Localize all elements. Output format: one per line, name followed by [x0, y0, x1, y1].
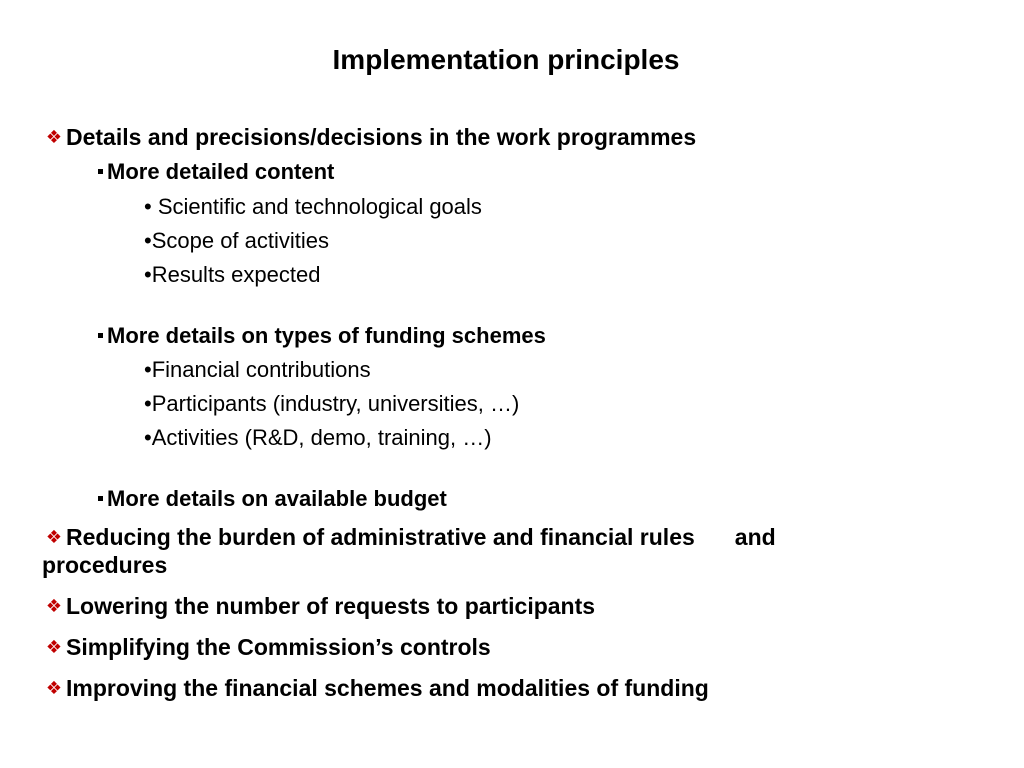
bullet-text: More details on types of funding schemes — [107, 323, 546, 348]
bullet-level3 — [144, 261, 320, 289]
bullet-text: More detailed content — [107, 159, 335, 184]
bullet-level3 — [144, 356, 371, 384]
bullet-level2 — [98, 485, 447, 513]
bullet-level3 — [144, 424, 492, 452]
square-bullet-icon — [98, 169, 103, 174]
bullet-level3 — [144, 390, 519, 418]
dot-bullet-icon: • — [144, 262, 152, 287]
bullet-level3 — [144, 227, 329, 255]
bullet-text: Simplifying the Commission’s controls — [66, 634, 491, 660]
diamond-bullet-icon: ❖ — [45, 637, 63, 657]
bullet-text: Scientific and technological goals — [151, 194, 482, 219]
bullet-level1 — [42, 523, 942, 579]
slide-title: Implementation principles — [332, 44, 680, 75]
bullet-text: Details and precisions/decisions in the work programmes — [66, 124, 697, 150]
dot-bullet-icon: • — [144, 357, 152, 382]
bullet-text: More details on available budget — [107, 486, 447, 511]
diamond-bullet-icon: ❖ — [45, 678, 63, 698]
bullet-level1 — [42, 592, 595, 622]
dot-bullet-icon: • — [144, 425, 152, 450]
square-bullet-icon — [98, 496, 103, 501]
dot-bullet-icon: • — [144, 391, 152, 416]
diamond-bullet-icon: ❖ — [45, 527, 63, 547]
bullet-text: Improving the financial schemes and modalities of funding — [66, 675, 709, 701]
dot-bullet-icon: • — [144, 194, 152, 219]
bullet-text: Lowering the number of requests to participants — [66, 593, 596, 619]
bullet-text-continued: and — [734, 524, 776, 550]
bullet-level1 — [42, 123, 696, 153]
diamond-bullet-icon: ❖ — [45, 127, 63, 147]
square-bullet-icon — [98, 333, 103, 338]
bullet-text: Financial contributions — [151, 357, 371, 382]
diamond-bullet-icon: ❖ — [45, 596, 63, 616]
bullet-text: Activities (R&D, demo, training, …) — [151, 425, 492, 450]
bullet-level2 — [98, 158, 334, 186]
bullet-text: Scope of activities — [151, 228, 330, 253]
bullet-level1 — [42, 674, 709, 704]
bullet-level3 — [144, 193, 482, 221]
bullet-text: Participants (industry, universities, …) — [151, 391, 520, 416]
bullet-text: Reducing the burden of administrative and financial rules — [66, 524, 695, 550]
dot-bullet-icon: • — [144, 228, 152, 253]
bullet-level1 — [42, 633, 491, 663]
bullet-text-wrap: procedures — [42, 552, 168, 578]
bullet-text: Results expected — [151, 262, 321, 287]
bullet-level2 — [98, 322, 546, 350]
